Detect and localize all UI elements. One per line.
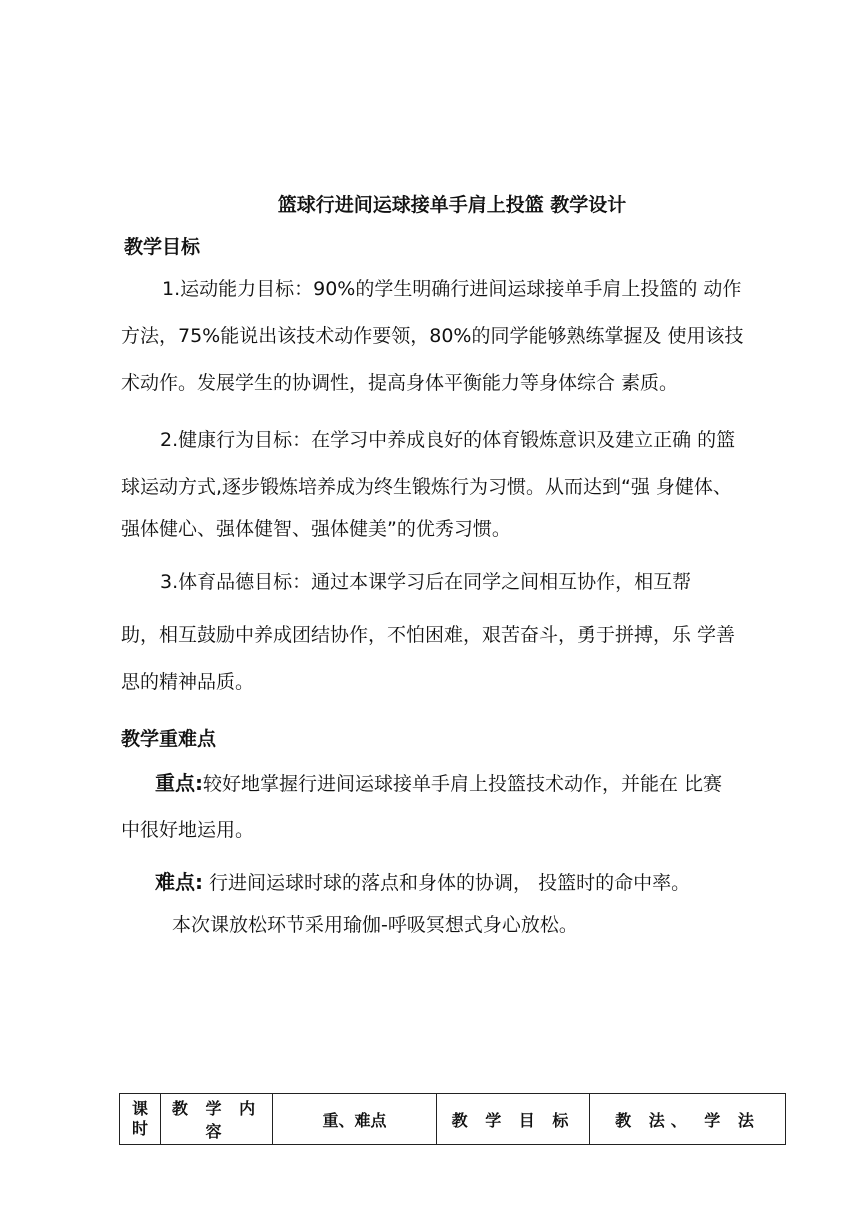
goal2-line3: 强体健心、强体健智、强体健美”的优秀习惯。: [121, 518, 511, 540]
goal3-line1: 3.体育品德目标：通过本课学习后在同学之间相互协作，相互帮: [160, 571, 692, 593]
key-point-text: 较好地掌握行进间运球接单手肩上投篮技术动作，并能在 比赛: [203, 773, 723, 795]
goal1-line1: 1.运动能力目标：90%的学生明确行进间运球接单手肩上投篮的 动作: [162, 278, 742, 300]
difficulty-label: 难点:: [155, 870, 203, 894]
goal3-line3: 思的精神品质。: [121, 671, 255, 693]
header-cell-objectives: 教 学 目 标: [437, 1094, 590, 1145]
difficulty-line: [155, 859, 690, 907]
section-heading-key-points: 教学重难点: [121, 728, 217, 750]
goal2-line2: 球运动方式,逐步锻炼培养成为终生锻炼行为习惯。从而达到“强 身健体、: [121, 476, 732, 498]
key-point-line2: 中很好地运用。: [121, 819, 255, 841]
difficulty-text: 行进间运球时球的落点和身体的协调， 投篮时的命中率。: [203, 872, 691, 894]
document-title: 篮球行进间运球接单手肩上投篮 教学设计: [277, 194, 627, 216]
header-cell-content: 教 学 内 容: [161, 1094, 273, 1145]
goal1-line3: 术动作。发展学生的协调性，提高身体平衡能力等身体综合 素质。: [121, 372, 679, 394]
key-point-line1: [155, 760, 722, 808]
goal2-line1: 2.健康行为目标：在学习中养成良好的体育锻炼意识及建立正确 的篮: [160, 429, 736, 451]
section-heading-goals: 教学目标: [124, 236, 201, 258]
table-header-row: [120, 1094, 786, 1145]
relax-note: 本次课放松环节采用瑜伽-呼吸冥想式身心放松。: [172, 914, 578, 936]
key-point-label: 重点:: [155, 771, 203, 795]
header-cell-period: 课时: [120, 1094, 161, 1145]
header-cell-key-difficulty: 重、难点: [273, 1094, 437, 1145]
lesson-table: [119, 1093, 786, 1145]
goal1-line2: 方法，75%能说出该技术动作要领，80%的同学能够熟练掌握及 使用该技: [121, 325, 744, 347]
goal3-line2: 助，相互鼓励中养成团结协作，不怕困难，艰苦奋斗，勇于拼搏，乐 学善: [121, 624, 736, 646]
header-cell-methods: 教 法、 学 法: [590, 1094, 786, 1145]
